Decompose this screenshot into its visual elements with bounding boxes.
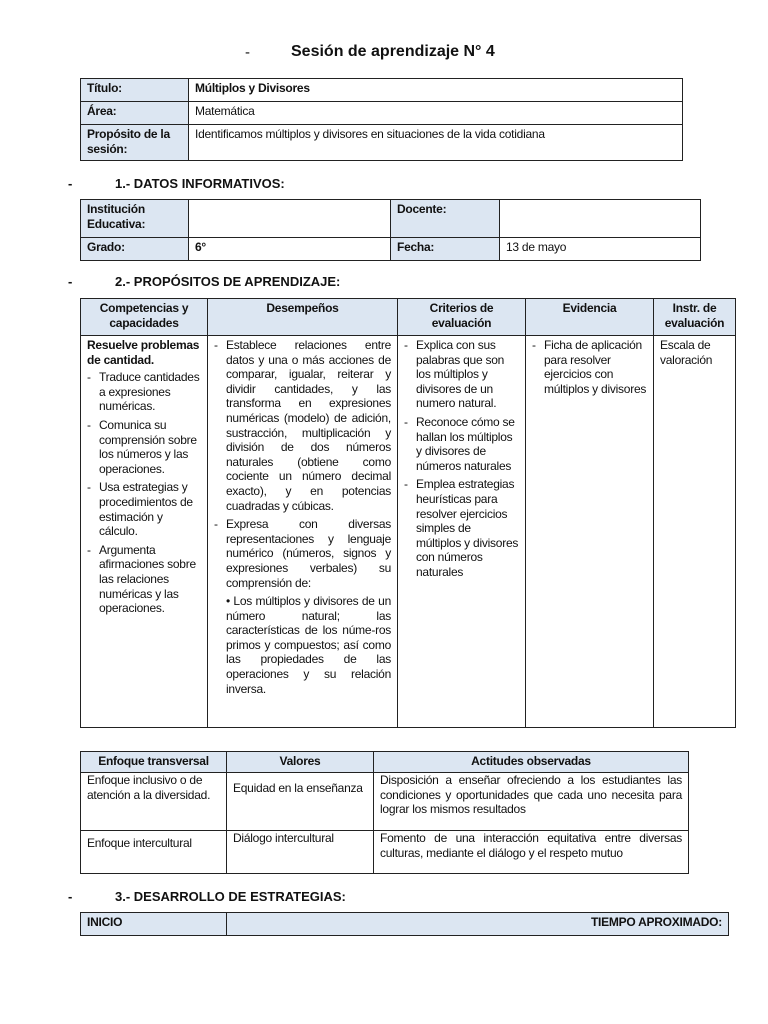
criterio-item: - Emplea estrategias heurísticas para resolver ejercicios simples de múltiplos y divisores con números naturales [404,477,519,579]
label-fecha: Fecha: [391,238,500,261]
datos-informativos-table [80,199,701,261]
inicio-label: INICIO [81,913,227,936]
actitud-cell: Fomento de una interacción equitativa entre diversas culturas, mediante el diálogo y el respeto mutuo [374,831,689,874]
label-institucion: Institución Educativa: [81,200,189,238]
header-instrumento: Instr. de evaluación [654,299,736,336]
desempeno-bullet: • Los múltiplos y divisores de un número natural; las características de los núme-ros primos y compuestos; así como las propiedades de las operaciones y su relación inversa. [226,594,391,696]
capacidad-item: - Comunica su comprensión sobre los números y las operaciones. [87,418,201,476]
valor-cell: Diálogo intercultural [227,831,374,874]
estrategias-table [80,912,729,936]
instrumento-cell: Escala de valoración [654,336,736,728]
competencia-title: Resuelve problemas de cantidad. [87,338,200,367]
header-criterios: Criterios de evaluación [398,299,526,336]
value-fecha: 13 de mayo [500,238,701,261]
header-desempenos: Desempeños [208,299,398,336]
desempenos-cell [208,336,398,728]
value-titulo: Múltiplos y Divisores [189,79,683,102]
page-title: Sesión de aprendizaje N° 4 [291,43,495,60]
value-area: Matemática [189,102,683,125]
session-info-table [80,78,683,161]
actitud-cell: Disposición a enseñar ofreciendo a los estudiantes las condiciones y oportunidades que cada uno necesita para lograr los mismos resultados [374,773,689,831]
label-titulo: Título: [81,79,189,102]
propositos-table [80,298,736,728]
section3-heading: 3.- DESARROLLO DE ESTRATEGIAS: [115,889,346,904]
evidencia-item: - Ficha de aplicación para resolver ejercicios con múltiplos y divisores [532,338,647,396]
evidencia-cell [526,336,654,728]
label-area: Área: [81,102,189,125]
section1-dash: - [68,176,73,191]
value-institucion [189,200,391,238]
value-grado: 6° [189,238,391,261]
header-actitudes: Actitudes observadas [374,752,689,773]
section1-heading: 1.- DATOS INFORMATIVOS: [115,176,285,191]
value-proposito: Identificamos múltiplos y divisores en situaciones de la vida cotidiana [189,125,683,161]
valor-cell: Equidad en la enseñanza [227,773,374,831]
header-valores: Valores [227,752,374,773]
header-competencias: Competencias y capacidades [81,299,208,336]
value-docente [500,200,701,238]
header-enfoque: Enfoque transversal [81,752,227,773]
desempeno-item: - Expresa con diversas representaciones y lenguaje numérico (números, signos y expresiones verbales) su comprensión de: [214,517,391,590]
capacidad-item: - Usa estrategias y procedimientos de estimación y cálculo. [87,480,201,538]
section3-dash: - [68,889,73,904]
criterio-item: - Explica con sus palabras que son los múltiplos y divisores de un numero natural. [404,338,519,411]
section2-dash: - [68,274,73,289]
section2-heading: 2.- PROPÓSITOS DE APRENDIZAJE: [115,274,341,289]
desempeno-item: - Establece relaciones entre datos y una o más acciones de comparar, igualar, reiterar y dividir cantidades, y las transforma en expresiones numéricas (modelo) de adición, sustracción, multiplicación y división de dos números naturales (obtiene como cociente un número decimal exacto), y en potencias cuadradas y cúbicas. [214,338,391,513]
header-evidencia: Evidencia [526,299,654,336]
tiempo-aproximado-label: TIEMPO APROXIMADO: [227,913,729,936]
capacidad-item: - Argumenta afirmaciones sobre las relaciones numéricas y las operaciones. [87,543,201,616]
enfoque-cell: Enfoque inclusivo o de atención a la diversidad. [81,773,227,831]
enfoques-table [80,751,689,874]
enfoque-cell: Enfoque intercultural [81,831,227,874]
criterios-cell [398,336,526,728]
capacidad-item: - Traduce cantidades a expresiones numéricas. [87,370,201,414]
label-proposito: Propósito de la sesión: [81,125,189,161]
label-grado: Grado: [81,238,189,261]
criterio-item: - Reconoce cómo se hallan los múltiplos y divisores de números naturales [404,415,519,473]
label-docente: Docente: [391,200,500,238]
title-dash: - [245,44,250,61]
competencias-cell [81,336,208,728]
